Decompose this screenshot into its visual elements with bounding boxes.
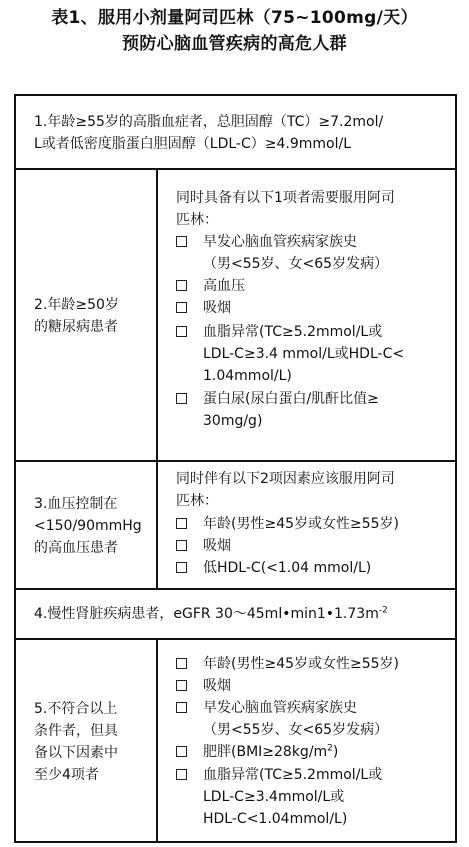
row-2-intro-line: 同时具备有以下1项者需要服用阿司 bbox=[176, 190, 395, 206]
checkbox[interactable] bbox=[176, 540, 187, 551]
row-2-intro-line: 匹林： bbox=[176, 212, 218, 228]
checkbox[interactable] bbox=[176, 280, 187, 291]
checkbox[interactable] bbox=[176, 658, 187, 669]
item-text: 30mg/g) bbox=[203, 413, 263, 429]
item-text: 吸烟 bbox=[203, 678, 231, 694]
checkbox[interactable] bbox=[176, 236, 187, 247]
row-2-condition-cell bbox=[16, 170, 158, 460]
table-row-1 bbox=[16, 96, 455, 170]
checkbox[interactable] bbox=[176, 518, 187, 529]
row-4-text bbox=[34, 603, 445, 625]
item-text: 血脂异常(TC≥5.2mmol/L或 bbox=[203, 767, 383, 783]
row-3-condition-line: 的高血压患者 bbox=[34, 540, 118, 556]
row-1-line-2: L或者低密度脂蛋白胆固醇（LDL-C）≥4.9mmol/L bbox=[34, 136, 352, 152]
row-2-condition-line: 的糖尿病患者 bbox=[34, 319, 118, 335]
checkbox[interactable] bbox=[176, 746, 187, 757]
table-title-line-1: 表1、服用小剂量阿司匹林（75~100mg/天） bbox=[51, 8, 418, 28]
item-text: 1.04mmol/L) bbox=[203, 368, 292, 384]
bmi-superscript: 2 bbox=[327, 743, 333, 754]
row-4-main-text: 4.慢性肾脏疾病患者，eGFR 30～45ml•min1•1.73m bbox=[34, 606, 379, 622]
item-text: （男<55岁、女<65岁发病） bbox=[203, 256, 389, 272]
checkbox[interactable] bbox=[176, 393, 187, 404]
checkbox[interactable] bbox=[176, 302, 187, 313]
item-text: 吸烟 bbox=[203, 300, 231, 316]
row-5-condition-line: 至少4项者 bbox=[34, 767, 99, 783]
row-2-condition-line: 2.年龄≥50岁 bbox=[34, 297, 119, 313]
row-5-criteria-cell bbox=[158, 640, 455, 841]
item-text: 吸烟 bbox=[203, 538, 231, 554]
table-row-2 bbox=[16, 170, 455, 462]
item-text: LDL-C≥3.4 mmol/L或HDL-C< bbox=[203, 346, 405, 362]
high-risk-table bbox=[14, 94, 457, 843]
item-text: 年龄(男性≥45岁或女性≥55岁) bbox=[203, 656, 400, 672]
item-text: LDL-C≥3.4mmol/L或 bbox=[203, 789, 345, 805]
row-3-condition-line: <150/90mmHg bbox=[34, 518, 142, 534]
table-row-3 bbox=[16, 462, 455, 590]
item-text: ) bbox=[332, 744, 339, 760]
row-5-condition-cell bbox=[16, 640, 158, 841]
row-3-criteria-cell bbox=[158, 462, 455, 588]
row-3-condition-cell bbox=[16, 462, 158, 588]
item-text: 蛋白尿(尿白蛋白/肌酐比值≥ bbox=[203, 391, 379, 407]
item-text: 低HDL-C(<1.04 mmol/L) bbox=[203, 560, 372, 576]
checkbox[interactable] bbox=[176, 326, 187, 337]
table-row-5 bbox=[16, 640, 455, 841]
checkbox[interactable] bbox=[176, 680, 187, 691]
item-text: 血脂异常(TC≥5.2mmol/L或 bbox=[203, 324, 383, 340]
row-3-intro-line: 同时伴有以下2项因素应该服用阿司 bbox=[176, 471, 395, 487]
checkbox[interactable] bbox=[176, 562, 187, 573]
row-5-condition-line: 备以下因素中 bbox=[34, 745, 118, 761]
row-3-intro-line: 匹林： bbox=[176, 493, 218, 509]
table-row-4 bbox=[16, 590, 455, 640]
table-title-line-2: 预防心脑血管疾病的高危人群 bbox=[122, 34, 347, 54]
item-text: 高血压 bbox=[203, 278, 245, 294]
row-1-text bbox=[34, 111, 445, 155]
row-4-superscript: -2 bbox=[378, 605, 388, 616]
checkbox[interactable] bbox=[176, 702, 187, 713]
row-5-condition-line: 5.不符合以上 bbox=[34, 701, 118, 717]
item-text: 肥胖(BMI≥28kg/m bbox=[203, 744, 328, 760]
checkbox[interactable] bbox=[176, 769, 187, 780]
row-2-criteria-cell bbox=[158, 170, 455, 460]
item-text: 早发心脑血管疾病家族史 bbox=[203, 234, 357, 250]
row-1-line-1: 1.年龄≥55岁的高脂血症者，总胆固醇（TC）≥7.2mol/ bbox=[34, 114, 384, 130]
item-text: HDL-C<1.04mmol/L) bbox=[203, 811, 348, 827]
row-3-condition-line: 3.血压控制在 bbox=[34, 496, 118, 512]
item-text: 年龄(男性≥45岁或女性≥55岁) bbox=[203, 516, 400, 532]
item-text: （男<55岁、女<65岁发病） bbox=[203, 722, 389, 738]
row-5-condition-line: 条件者，但具 bbox=[34, 723, 118, 739]
item-text: 早发心脑血管疾病家族史 bbox=[203, 700, 357, 716]
